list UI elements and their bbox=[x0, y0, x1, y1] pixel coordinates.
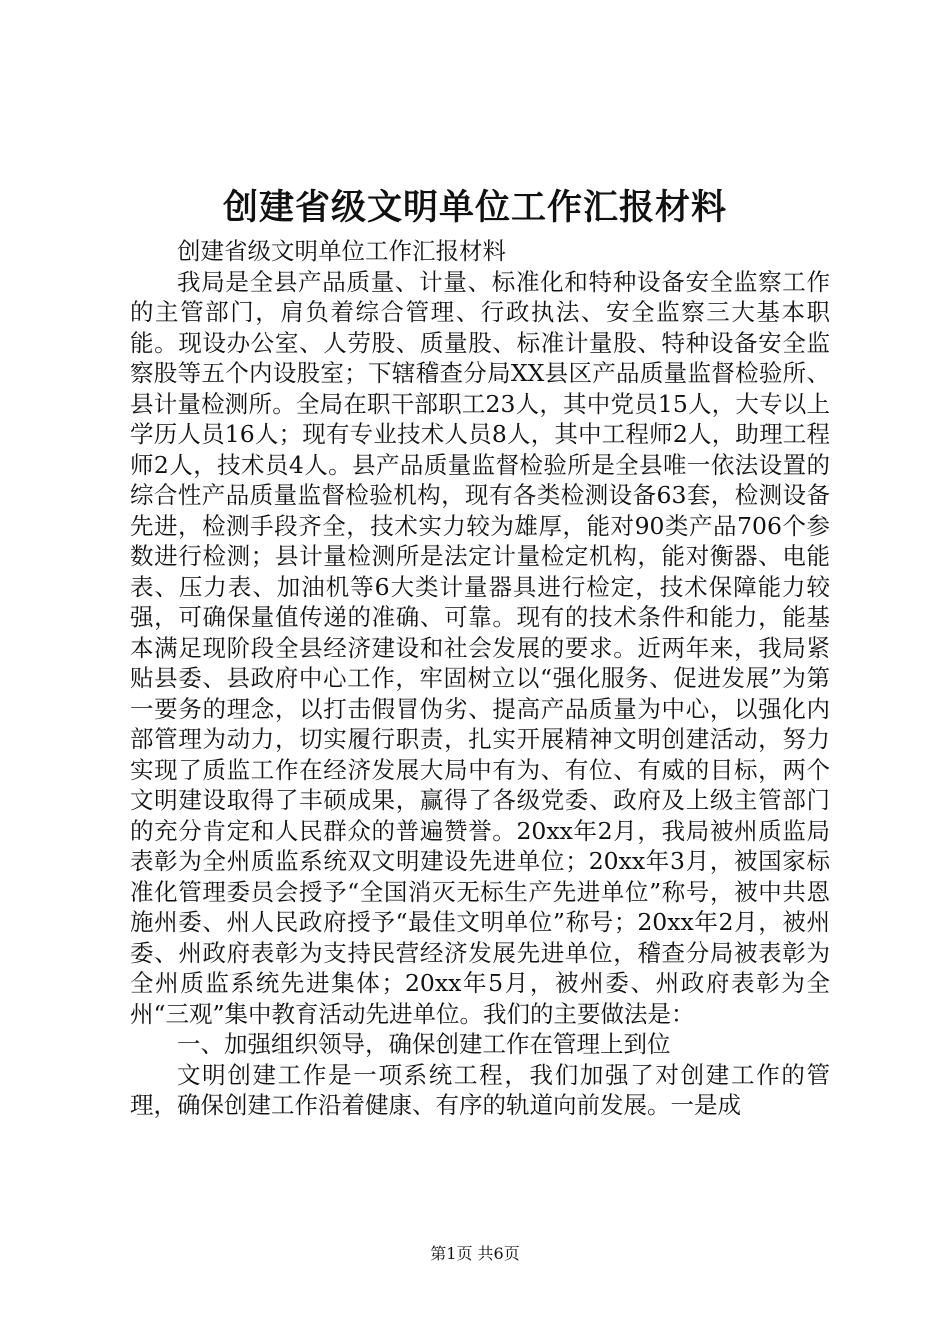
paragraph-section-body: 文明创建工作是一项系统工程，我们加强了对创建工作的管理，确保创建工作沿着健康、有序的轨道向前发展。一是成 bbox=[130, 1060, 830, 1119]
section-heading: 一、加强组织领导，确保创建工作在管理上到位 bbox=[177, 1030, 671, 1058]
document-body bbox=[130, 236, 830, 1121]
paragraph-overview: 我局是全县产品质量、计量、标准化和特种设备安全监察工作的主管部门，肩负着综合管理、行政执法、安全监察三大基本职能。现设办公室、人劳股、质量股、标准计量股、特种设备安全监察股等五个内设股室；下辖稽查分局XX县区产品质量监督检验所、县计量检测所。全局在职干部职工23人，其中党员15人，大专以上学历人员16人；现有专业技术人员8人，其中工程师2人，助理工程师2人，技术员4人。县产品质量监督检验所是全县唯一依法设置的综合性产品质量监督检验机构，现有各类检测设备63套，检测设备先进，检测手段齐全，技术实力较为雄厚，能对90类产品706个参数进行检测；县计量检测所是法定计量检定机构，能对衡器、电能表、压力表、加油机等6大类计量器具进行检定，技术保障能力较强，可确保量值传递的准确、可靠。现有的技术条件和能力，能基本满足现阶段全县经济建设和社会发展的要求。近两年来，我局紧贴县委、县政府中心工作，牢固树立以“强化服务、促进发展”为第一要务的理念，以打击假冒伪劣、提高产品质量为中心，以强化内部管理为动力，切实履行职责，扎实开展精神文明创建活动，努力实现了质监工作在经济发展大局中有为、有位、有威的目标，两个文明建设取得了丰硕成果，赢得了各级党委、政府及上级主管部门的充分肯定和人民群众的普遍赞誉。20xx年2月，我局被州质监局表彰为全州质监系统双文明建设先进单位；20xx年3月，被国家标准化管理委员会授予“全国消灭无标生产先进单位”称号，被中共恩施州委、州人民政府授予“最佳文明单位”称号；20xx年2月，被州委、州政府表彰为支持民营经济发展先进单位，稽查分局被表彰为全州质监系统先进集体；20xx年5月，被州委、州政府表彰为全州“三观”集中教育活动先进单位。我们的主要做法是： bbox=[130, 267, 830, 1028]
paragraph-subtitle: 创建省级文明单位工作汇报材料 bbox=[177, 237, 506, 265]
document-title: 创建省级文明单位工作汇报材料 bbox=[222, 187, 727, 228]
page-number-footer: 第1页 共6页 bbox=[430, 1244, 520, 1263]
